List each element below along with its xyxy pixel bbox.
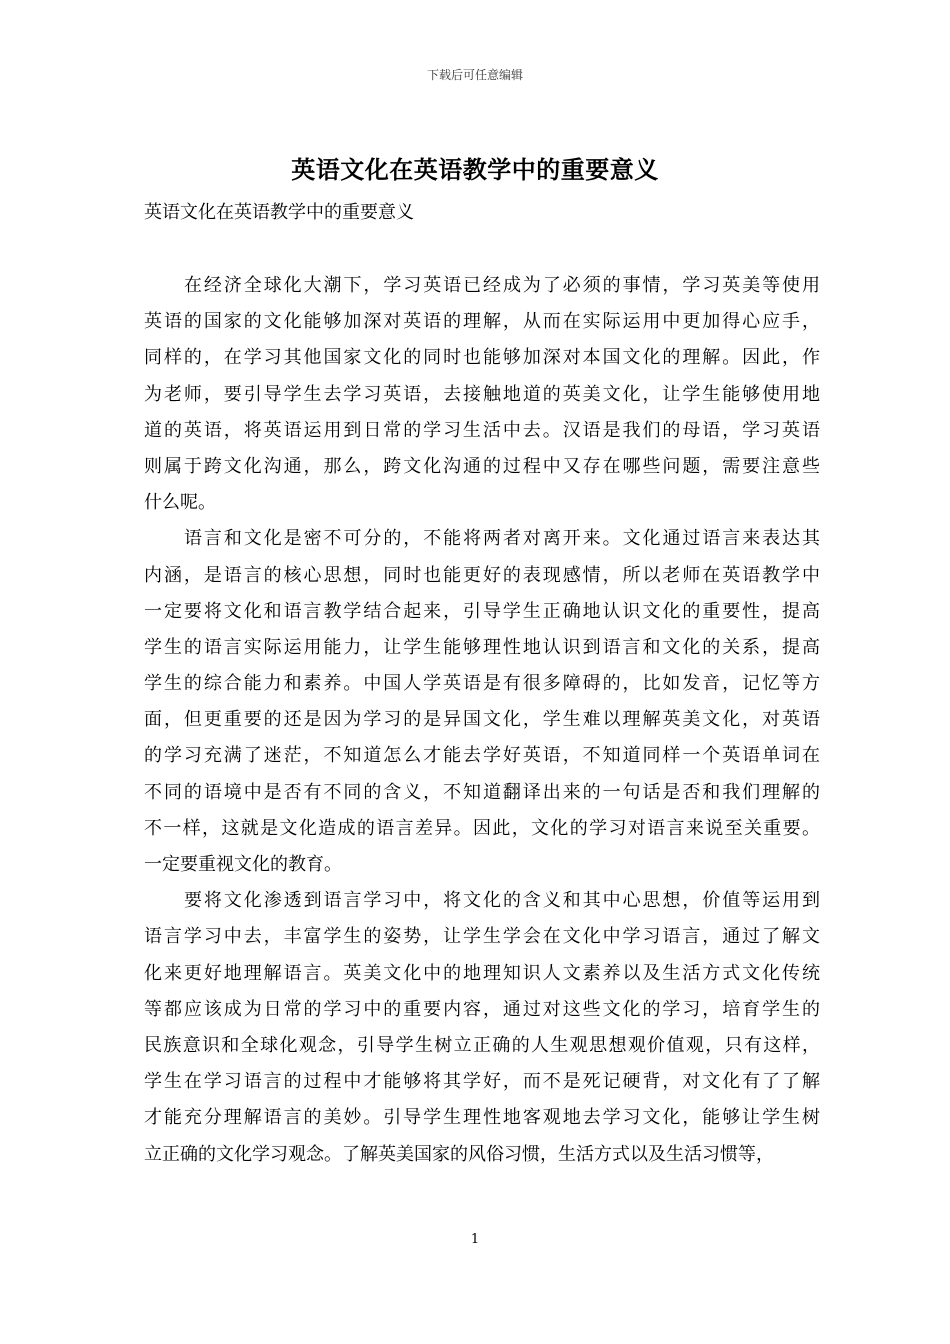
document-subtitle: 英语文化在英语教学中的重要意义 <box>144 202 414 223</box>
paragraph-1-line-6: 则属于跨文化沟通，那么，跨文化沟通的过程中又存在哪些问题，需要注意些 <box>144 455 820 477</box>
page-number: 1 <box>470 1232 480 1247</box>
paragraph-1-line-5: 道的英语，将英语运用到日常的学习生活中去。汉语是我们的母语，学习英语 <box>144 419 820 441</box>
header-note: 下载后可任意编辑 <box>426 68 523 82</box>
paragraph-2-line-10: 一定要重视文化的教育。 <box>144 854 342 875</box>
paragraph-3-line-5: 民族意识和全球化观念，引导学生树立正确的人生观思想观价值观，只有这样， <box>144 1034 820 1056</box>
paragraph-2-line-7: 的学习充满了迷茫，不知道怎么才能去学好英语，不知道同样一个英语单词在 <box>144 745 820 767</box>
paragraph-1-line-7: 什么呢。 <box>144 492 216 514</box>
paragraph-2-line-6: 面，但更重要的还是因为学习的是异国文化，学生难以理解英美文化，对英语 <box>144 709 820 731</box>
paragraph-3-line-4: 等都应该成为日常的学习中的重要内容，通过对这些文化的学习，培育学生的 <box>144 998 820 1020</box>
paragraph-1-line-2: 英语的国家的文化能够加深对英语的理解，从而在实际运用中更加得心应手， <box>144 311 820 333</box>
paragraph-3-line-8: 立正确的文化学习观念。了解英美国家的风俗习惯，生活方式以及生活习惯等， <box>144 1143 774 1165</box>
paragraph-3-line-1: 要将文化渗透到语言学习中，将文化的含义和其中心思想，价值等运用到 <box>184 890 820 912</box>
paragraph-3-line-6: 学生在学习语言的过程中才能够将其学好，而不是死记硬背，对文化有了了解 <box>144 1071 820 1093</box>
paragraph-1-line-1: 在经济全球化大潮下，学习英语已经成为了必须的事情，学习英美等使用 <box>184 275 820 296</box>
paragraph-2-line-4: 学生的语言实际运用能力，让学生能够理性地认识到语言和文化的关系，提高 <box>144 636 820 658</box>
document-title: 英语文化在英语教学中的重要意义 <box>291 155 659 184</box>
paragraph-2-line-1: 语言和文化是密不可分的，不能将两者对离开来。文化通过语言来表达其 <box>184 528 820 550</box>
paragraph-1-line-3: 同样的，在学习其他国家文化的同时也能够加深对本国文化的理解。因此，作 <box>144 347 820 369</box>
paragraph-1-line-4: 为老师，要引导学生去学习英语，去接触地道的英美文化，让学生能够使用地 <box>144 383 820 405</box>
paragraph-2-line-2: 内涵，是语言的核心思想，同时也能更好的表现感情，所以老师在英语教学中 <box>144 564 820 586</box>
paragraph-3-line-7: 才能充分理解语言的美妙。引导学生理性地客观地去学习文化，能够让学生树 <box>144 1107 820 1129</box>
paragraph-3-line-3: 化来更好地理解语言。英美文化中的地理知识人文素养以及生活方式文化传统 <box>144 962 820 984</box>
paragraph-2-line-5: 学生的综合能力和素养。中国人学英语是有很多障碍的，比如发音，记忆等方 <box>144 673 820 695</box>
paragraph-3-line-2: 语言学习中去，丰富学生的姿势，让学生学会在文化中学习语言，通过了解文 <box>144 926 820 948</box>
document-body <box>144 268 820 1173</box>
paragraph-2-line-3: 一定要将文化和语言教学结合起来，引导学生正确地认识文化的重要性，提高 <box>144 600 820 622</box>
paragraph-2-line-9: 不一样，这就是文化造成的语言差异。因此，文化的学习对语言来说至关重要。 <box>144 817 820 839</box>
paragraph-2-line-8: 不同的语境中是否有不同的含义，不知道翻译出来的一句话是否和我们理解的 <box>144 781 820 803</box>
